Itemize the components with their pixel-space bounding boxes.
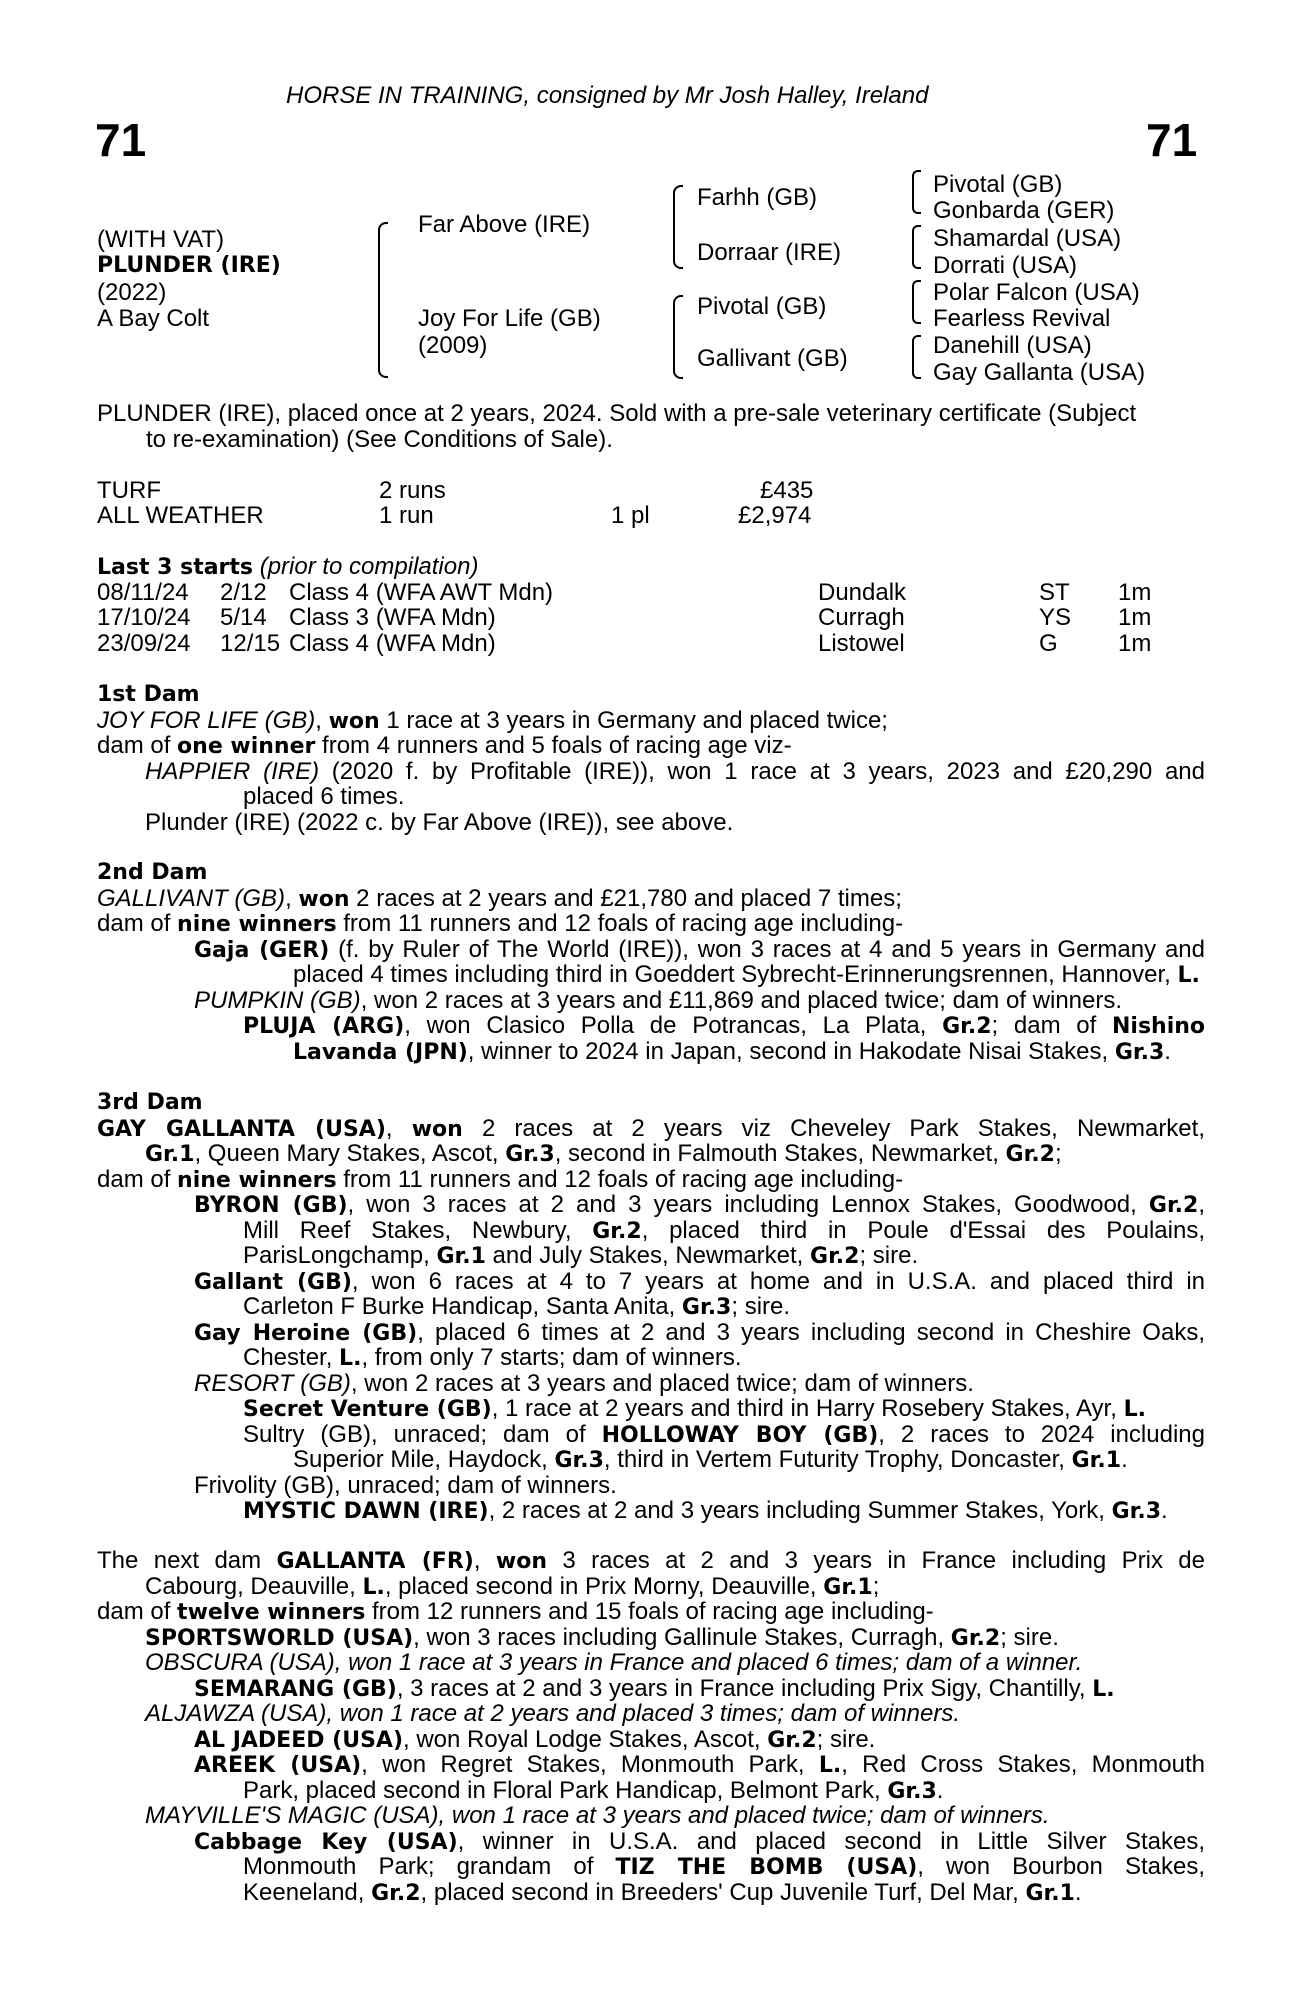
second-dam-title: 2nd Dam xyxy=(97,860,208,885)
al-jadeed-name: AL JADEED (USA) xyxy=(194,1727,403,1753)
third-dam-line-5 xyxy=(97,1218,1205,1244)
start-row-1-going: ST xyxy=(1039,579,1070,606)
first-dam-title: 1st Dam xyxy=(97,682,200,707)
pedigree-sdd: Dorrati (USA) xyxy=(933,252,1078,279)
second-dam-line-6 xyxy=(97,1013,1205,1039)
next-dam-line-5: OBSCURA (USA), won 1 race at 3 years in France and placed 6 times; dam of a winner. xyxy=(145,1649,1083,1676)
semarang-listed: L. xyxy=(1092,1676,1115,1702)
second-dam-line-4 xyxy=(97,962,1205,988)
semarang-name: SEMARANG (GB) xyxy=(194,1676,397,1702)
horse-year: (2022) xyxy=(97,279,167,306)
start-row-3-date: 23/09/24 xyxy=(97,630,191,657)
areek-end: . xyxy=(936,1776,944,1804)
start-row-3-dist: 1m xyxy=(1118,630,1152,657)
third-dam-line-3 xyxy=(97,1167,1205,1193)
next-dam-line-4 xyxy=(97,1625,1205,1651)
next-dam-cabourg: Cabourg, Deauville, xyxy=(145,1572,363,1600)
next-dam-name: GALLANTA (FR) xyxy=(276,1549,474,1574)
pedigree-dsd: Fearless Revival xyxy=(933,305,1111,332)
holloway-vertem: , third in Vertem Futurity Trophy, Doncaster, xyxy=(603,1446,1072,1473)
mystic-dawn-record: , 2 races at 2 and 3 years including Summer Stakes, York, xyxy=(488,1497,1112,1524)
next-dam-produce-a: dam of xyxy=(97,1598,178,1625)
next-dam-listed: L. xyxy=(362,1574,385,1600)
areek-grade: Gr.3 xyxy=(887,1778,937,1804)
next-dam-line-8 xyxy=(97,1727,1205,1753)
second-dam-won: won xyxy=(298,886,350,912)
pedigree-sire-sire: Farhh (GB) xyxy=(697,184,818,211)
pedigree-brace-dam xyxy=(673,295,683,379)
byron-mill-reef-grade: Gr.2 xyxy=(592,1218,642,1244)
sportsworld-record: , won 3 races including Gallinule Stakes, Curragh, xyxy=(413,1623,951,1651)
byron-paris: ParisLongchamp, xyxy=(243,1242,437,1269)
pluja-name: PLUJA (ARG) xyxy=(243,1014,405,1039)
byron-name: BYRON (GB) xyxy=(194,1193,348,1218)
byron-sire: ; sire. xyxy=(859,1242,919,1269)
gaja-record: (f. by Ruler of The World (IRE)), won 3 races at 4 and 5 years in Germany and xyxy=(329,935,1205,963)
sportsworld-name: SPORTSWORLD (USA) xyxy=(145,1625,414,1651)
holloway-end: . xyxy=(1121,1446,1128,1473)
lot-number-right: 71 xyxy=(1146,114,1198,166)
next-dam-produce-c: from 12 runners and 15 foals of racing age including- xyxy=(365,1598,934,1625)
page-heading: HORSE IN TRAINING, consigned by Mr Josh Halley, Ireland xyxy=(286,82,929,109)
tiz-the-bomb-bourbon: , won Bourbon Stakes, xyxy=(917,1853,1205,1880)
third-dam-line-10 xyxy=(97,1345,1205,1371)
start-row-2-race: Class 3 (WFA Mdn) xyxy=(289,604,496,631)
pedigree-sire: Far Above (IRE) xyxy=(418,211,591,238)
third-dam-line-4 xyxy=(97,1192,1205,1218)
third-dam-produce-c: from 11 runners and 12 foals of racing age including- xyxy=(336,1165,904,1193)
second-dam-line-2 xyxy=(97,911,1205,937)
cabbage-key-name: Cabbage Key (USA) xyxy=(194,1829,458,1855)
starts-subtitle: (prior to compilation) xyxy=(259,553,479,580)
record-aw-earnings: £2,974 xyxy=(738,502,812,529)
pedigree-dds: Danehill (USA) xyxy=(933,332,1092,359)
first-dam-line-3 xyxy=(97,759,1205,785)
gg-falmouth: , second in Falmouth Stakes, Newmarket, xyxy=(554,1140,1006,1167)
gaja-placed: placed 4 times including third in Goeddert Sybrecht-Erinnerungsrennen, Hannover, xyxy=(293,961,1178,988)
third-dam-line-2 xyxy=(97,1141,1205,1167)
third-dam-record: 2 races at 2 years viz Cheveley Park Stakes, Newmarket, xyxy=(462,1114,1205,1142)
gallant-name: Gallant (GB) xyxy=(194,1269,352,1295)
gay-heroine-name: Gay Heroine (GB) xyxy=(194,1320,418,1346)
start-row-1-course: Dundalk xyxy=(818,579,907,606)
next-dam-grade: Gr.1 xyxy=(823,1574,873,1600)
third-dam-line-16 xyxy=(97,1498,1205,1524)
sportsworld-sire: ; sire. xyxy=(1000,1623,1059,1651)
start-row-1-pos: 2/12 xyxy=(220,579,267,606)
first-dam-line-5: Plunder (IRE) (2022 c. by Far Above (IRE)), see above. xyxy=(145,808,734,836)
secret-venture-name: Secret Venture (GB) xyxy=(243,1397,492,1422)
start-row-3-course: Listowel xyxy=(818,630,905,657)
third-dam-line-8 xyxy=(97,1294,1205,1320)
third-dam-section xyxy=(97,1090,1205,1524)
pluja-record: , won Clasico Polla de Potrancas, La Plata, xyxy=(404,1012,943,1039)
pedigree-dss: Polar Falcon (USA) xyxy=(933,279,1140,306)
second-dam-line-5 xyxy=(97,988,1205,1014)
sportsworld-grade: Gr.2 xyxy=(950,1625,1001,1651)
second-dam-line-1: GALLIVANT (GB), won 2 races at 2 years and £21,780 and placed 7 times; xyxy=(97,884,902,912)
first-dam-section xyxy=(97,682,1205,835)
third-dam-line-6 xyxy=(97,1243,1205,1269)
next-dam-line-7: ALJAWZA (USA), won 1 race at 2 years and placed 3 times; dam of winners. xyxy=(145,1700,961,1727)
second-dam-line-7 xyxy=(97,1039,1205,1065)
next-dam-won: won xyxy=(495,1549,547,1574)
first-dam-produce-c: from 4 runners and 5 foals of racing age viz- xyxy=(315,732,792,759)
tiz-breeders-cup: , placed second in Breeders' Cup Juvenile Turf, Del Mar, xyxy=(420,1878,1026,1906)
happier-record: (2020 f. by Profitable (IRE)), won 1 race at 3 years, 2023 and £20,290 and xyxy=(319,757,1205,785)
first-dam-name: JOY FOR LIFE (GB) xyxy=(97,706,316,734)
next-dam-record: 3 races at 2 and 3 years in France including Prix de xyxy=(547,1547,1206,1574)
gg-queen-mary: , Queen Mary Stakes, Ascot, xyxy=(194,1140,506,1167)
gay-heroine-listed: L. xyxy=(339,1346,362,1371)
lavanda-end: . xyxy=(1164,1037,1171,1065)
first-dam-winners: one winner xyxy=(177,734,316,759)
tiz-gr1: Gr.1 xyxy=(1025,1880,1075,1906)
areek-red-cross: , Red Cross Stakes, Monmouth xyxy=(841,1751,1206,1778)
mystic-dawn-grade: Gr.3 xyxy=(1111,1499,1162,1524)
next-dam-line-10 xyxy=(97,1778,1205,1804)
al-jadeed-record: , won Royal Lodge Stakes, Ascot, xyxy=(403,1725,768,1753)
first-dam-line-4: placed 6 times. xyxy=(243,783,405,810)
third-dam-line-1: GAY GALLANTA (USA), won 2 races at 2 years viz Cheveley Park Stakes, Newmarket, xyxy=(97,1114,1205,1142)
third-dam-won: won xyxy=(411,1116,463,1142)
third-dam-line-14 xyxy=(97,1447,1205,1473)
sultry-record: Sultry (GB), unraced; dam of xyxy=(243,1420,602,1448)
next-dam-intro: The next dam xyxy=(97,1547,277,1574)
pluja-dam-of: ; dam of xyxy=(991,1012,1112,1039)
al-jadeed-sire: ; sire. xyxy=(816,1725,876,1753)
third-dam-line-11 xyxy=(97,1371,1205,1397)
start-row-3-race: Class 4 (WFA Mdn) xyxy=(289,630,496,657)
resort-name: RESORT (GB) xyxy=(194,1369,351,1397)
gg-gr2: Gr.2 xyxy=(1005,1142,1055,1167)
tiz-the-bomb-name: TIZ THE BOMB (USA) xyxy=(615,1855,918,1880)
nishino-name: Nishino xyxy=(1111,1014,1206,1039)
second-dam-winners: nine winners xyxy=(177,912,337,937)
next-dam-line-9 xyxy=(97,1752,1205,1778)
start-row-1-date: 08/11/24 xyxy=(97,579,189,606)
second-dam-name: GALLIVANT (GB) xyxy=(97,884,286,912)
byron-poule: , placed third in Poule d'Essai des Poulains, xyxy=(641,1216,1206,1244)
pedigree-dam-dam: Gallivant (GB) xyxy=(697,345,848,372)
next-dam-line-11: MAYVILLE'S MAGIC (USA), won 1 race at 3 years and placed twice; dam of winners. xyxy=(145,1802,1050,1829)
third-dam-line-12 xyxy=(97,1396,1205,1422)
first-dam-won: won xyxy=(328,708,380,734)
next-dam-line-3 xyxy=(97,1599,1205,1625)
gg-end: ; xyxy=(1054,1140,1062,1167)
pedigree-brace-sd xyxy=(912,225,921,269)
mystic-dawn-name: MYSTIC DAWN (IRE) xyxy=(243,1499,489,1524)
pedigree-sds: Shamardal (USA) xyxy=(933,225,1122,252)
first-dam-record: 1 race at 3 years in Germany and placed twice; xyxy=(379,706,888,734)
gay-heroine-chester: Chester, xyxy=(243,1344,340,1371)
first-dam-line-2 xyxy=(97,733,1205,759)
gallant-record: , won 6 races at 4 to 7 years at home and in U.S.A. and placed third in xyxy=(351,1267,1205,1295)
holloway-gr3: Gr.3 xyxy=(554,1448,604,1473)
cabbage-key-record: , winner in U.S.A. and placed second in Little Silver Stakes, xyxy=(457,1827,1205,1855)
next-dam-end: ; xyxy=(872,1572,880,1600)
pedigree-brace-ds xyxy=(912,280,921,324)
next-dam-line-1 xyxy=(97,1548,1205,1574)
start-row-2-dist: 1m xyxy=(1118,604,1152,631)
gaja-name: Gaja (GER) xyxy=(194,937,330,963)
pedigree-dam-sire: Pivotal (GB) xyxy=(697,293,827,320)
next-dam-comma: , xyxy=(473,1547,496,1574)
record-aw-placed: 1 pl xyxy=(611,502,650,529)
tiz-end: . xyxy=(1074,1878,1082,1906)
areek-name: AREEK (USA) xyxy=(194,1753,362,1778)
first-dam-line-1: JOY FOR LIFE (GB), won 1 race at 3 years in Germany and placed twice; xyxy=(97,706,888,734)
holloway-gr1: Gr.1 xyxy=(1071,1448,1122,1473)
start-row-2-pos: 5/14 xyxy=(220,604,267,631)
pedigree-dam-year: (2009) xyxy=(418,332,488,359)
next-dam-morny: , placed second in Prix Morny, Deauville, xyxy=(384,1572,824,1600)
byron-mill-reef: Mill Reef Stakes, Newbury, xyxy=(243,1216,593,1244)
record-turf-surface: TURF xyxy=(97,477,161,504)
byron-comma: , xyxy=(1198,1191,1205,1218)
cabbage-key-grandam: Monmouth Park; grandam of xyxy=(243,1853,616,1880)
lavanda-record: , winner to 2024 in Japan, second in Hakodate Nisai Stakes, xyxy=(467,1037,1115,1065)
pedigree-brace-main xyxy=(378,222,388,378)
record-turf-runs: 2 runs xyxy=(379,477,446,504)
pedigree-brace-dd xyxy=(912,335,921,379)
third-dam-produce-a: dam of xyxy=(97,1165,178,1193)
record-turf-earnings: £435 xyxy=(760,477,814,504)
areek-floral: Park, placed second in Floral Park Handicap, Belmont Park, xyxy=(243,1776,888,1804)
pedigree-sss: Pivotal (GB) xyxy=(933,171,1063,198)
secret-venture-record: , 1 race at 2 years and third in Harry Rosebery Stakes, Ayr, xyxy=(491,1395,1124,1422)
gay-heroine-record: , placed 6 times at 2 and 3 years including second in Cheshire Oaks, xyxy=(417,1318,1205,1346)
next-dam-line-12 xyxy=(97,1829,1205,1855)
third-dam-line-9 xyxy=(97,1320,1205,1346)
next-dam-line-13 xyxy=(97,1854,1205,1880)
third-dam-line-7 xyxy=(97,1269,1205,1295)
gg-gr1: Gr.1 xyxy=(145,1142,195,1167)
horse-description: A Bay Colt xyxy=(97,305,210,332)
second-dam-record: 2 races at 2 years and £21,780 and placed 7 times; xyxy=(349,884,902,912)
third-dam-line-15: Frivolity (GB), unraced; dam of winners. xyxy=(194,1471,617,1499)
byron-record: , won 3 races at 2 and 3 years including Lennox Stakes, Goodwood, xyxy=(347,1191,1149,1218)
holloway-superior: Superior Mile, Haydock, xyxy=(293,1446,555,1473)
pedigree-brace-ss xyxy=(912,170,921,214)
starts-heading xyxy=(97,554,478,581)
next-dam-line-6 xyxy=(97,1676,1205,1702)
second-dam-produce-c: from 11 runners and 12 foals of racing age including- xyxy=(336,910,904,937)
starts-title: Last 3 starts xyxy=(97,555,254,580)
summary-line-2: to re-examination) (See Conditions of Sale). xyxy=(146,426,613,453)
gallant-carleton: Carleton F Burke Handicap, Santa Anita, xyxy=(243,1293,682,1320)
gallant-sire: ; sire. xyxy=(731,1293,791,1320)
next-dam-section xyxy=(97,1548,1205,1905)
pedigree-sire-dam: Dorraar (IRE) xyxy=(697,239,842,266)
gay-heroine-starts: , from only 7 starts; dam of winners. xyxy=(361,1344,742,1371)
horse-name: PLUNDER (IRE) xyxy=(97,253,281,278)
lavanda-grade: Gr.3 xyxy=(1114,1039,1165,1065)
vat-label: (WITH VAT) xyxy=(97,226,225,253)
holloway-boy-record: , 2 races to 2024 including xyxy=(878,1420,1205,1448)
byron-july: and July Stakes, Newmarket, xyxy=(485,1242,811,1269)
gg-gr3: Gr.3 xyxy=(505,1142,555,1167)
pedigree-brace-sire xyxy=(673,185,683,269)
lot-number-left: 71 xyxy=(95,114,147,166)
second-dam-section xyxy=(97,860,1205,1064)
next-dam-line-2 xyxy=(97,1574,1205,1600)
start-row-2-going: YS xyxy=(1039,604,1072,631)
record-aw-runs: 1 run xyxy=(379,502,434,529)
byron-gr2: Gr.2 xyxy=(810,1244,860,1269)
start-row-2-date: 17/10/24 xyxy=(97,604,191,631)
tiz-gr2: Gr.2 xyxy=(371,1880,421,1906)
third-dam-line-13 xyxy=(97,1422,1205,1448)
start-row-3-going: G xyxy=(1039,630,1058,657)
pumpkin-name: PUMPKIN (GB) xyxy=(194,986,361,1014)
areek-listed: L. xyxy=(818,1753,842,1778)
pedigree-ssd: Gonbarda (GER) xyxy=(933,197,1115,224)
gallant-grade: Gr.3 xyxy=(681,1295,732,1320)
pumpkin-record: , won 2 races at 3 years and £11,869 and placed twice; dam of winners. xyxy=(360,986,1123,1014)
mystic-dawn-end: . xyxy=(1161,1497,1168,1524)
record-aw-surface: ALL WEATHER xyxy=(97,502,264,529)
third-dam-name: GAY GALLANTA (USA) xyxy=(97,1116,386,1142)
pedigree-ddd: Gay Gallanta (USA) xyxy=(933,359,1146,386)
first-dam-produce-a: dam of xyxy=(97,732,178,759)
summary-line-1: PLUNDER (IRE), placed once at 2 years, 2024. Sold with a pre-sale veterinary certificate (Subject xyxy=(97,400,1137,427)
byron-gr1: Gr.1 xyxy=(436,1244,486,1269)
lavanda-name: Lavanda (JPN) xyxy=(293,1039,468,1065)
start-row-3-pos: 12/15 xyxy=(220,630,281,657)
holloway-boy-name: HOLLOWAY BOY (GB) xyxy=(601,1422,879,1448)
al-jadeed-grade: Gr.2 xyxy=(767,1727,817,1753)
next-dam-winners: twelve winners xyxy=(177,1600,366,1625)
secret-venture-listed: L. xyxy=(1123,1397,1146,1422)
start-row-2-course: Curragh xyxy=(818,604,905,631)
second-dam-line-3 xyxy=(97,937,1205,963)
resort-record: , won 2 races at 3 years and placed twice; dam of winners. xyxy=(350,1369,974,1397)
areek-regret: , won Regret Stakes, Monmouth Park, xyxy=(361,1751,819,1778)
pedigree-dam: Joy For Life (GB) xyxy=(418,305,601,332)
start-row-1-race: Class 4 (WFA AWT Mdn) xyxy=(289,579,554,606)
semarang-record: , 3 races at 2 and 3 years in France including Prix Sigy, Chantilly, xyxy=(396,1674,1093,1702)
third-dam-winners: nine winners xyxy=(177,1167,337,1193)
second-dam-produce-a: dam of xyxy=(97,910,178,937)
happier-name: HAPPIER (IRE) xyxy=(145,757,320,785)
next-dam-line-14 xyxy=(97,1880,1205,1906)
pluja-grade: Gr.2 xyxy=(942,1014,992,1039)
third-dam-title: 3rd Dam xyxy=(97,1090,203,1115)
start-row-1-dist: 1m xyxy=(1118,579,1152,606)
tiz-keeneland: Keeneland, xyxy=(243,1878,372,1906)
byron-grade: Gr.2 xyxy=(1148,1193,1199,1218)
gaja-listed: L. xyxy=(1177,963,1200,988)
